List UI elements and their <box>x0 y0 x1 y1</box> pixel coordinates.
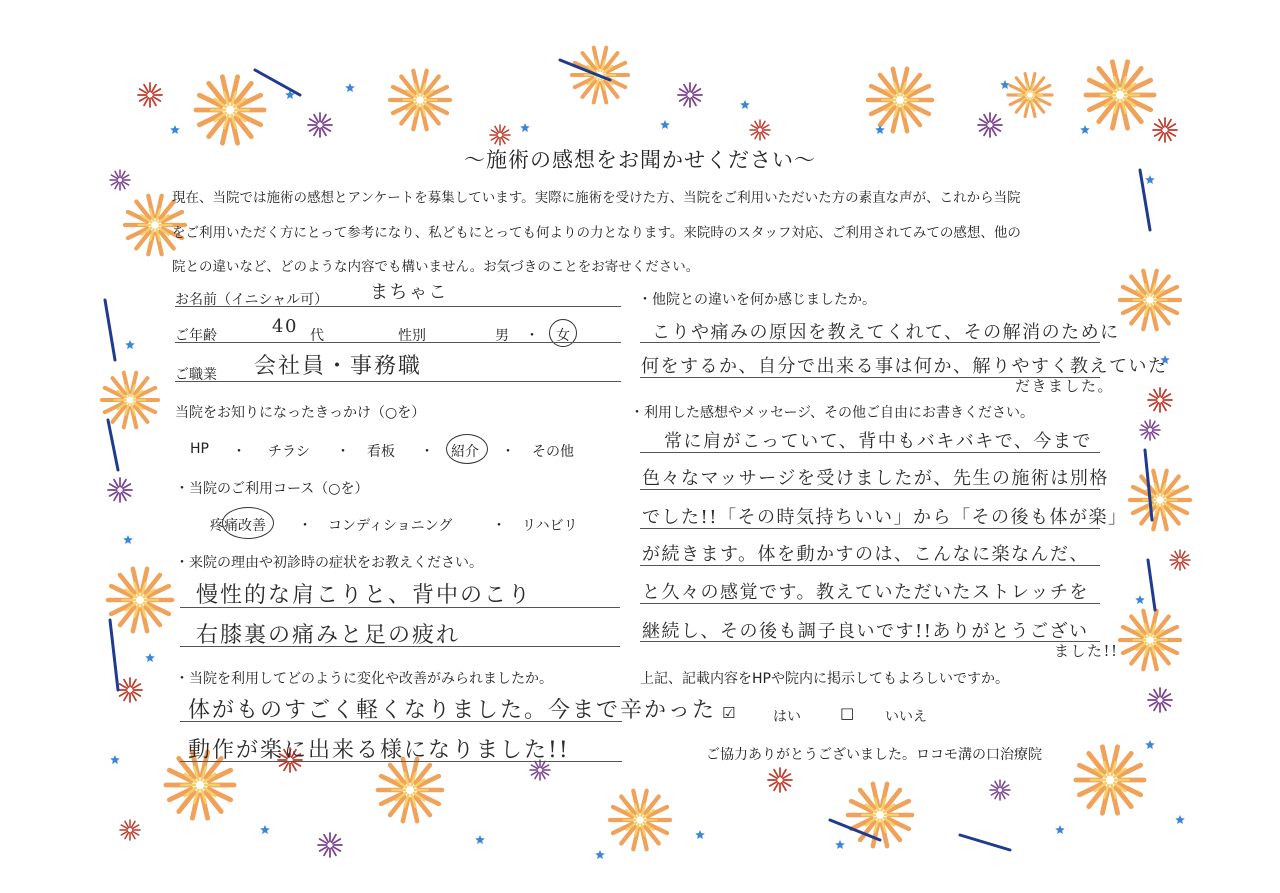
change-question: ・当院を利用してどのように変化や改善がみられましたか。 <box>175 671 553 687</box>
firework-orange <box>1130 471 1190 529</box>
firework-yellow <box>1101 77 1138 113</box>
star-icon <box>145 653 155 662</box>
firework-yellow <box>404 84 437 115</box>
star-icon <box>1000 80 1010 89</box>
course-option-pain[interactable]: 疼痛改善 <box>210 518 266 534</box>
course-option-rehab[interactable]: リハビリ <box>522 518 578 534</box>
firework-small <box>120 820 140 840</box>
firework-small <box>990 780 1010 800</box>
star-icon <box>1145 175 1155 184</box>
firework-small <box>108 478 132 502</box>
diff-answer-2[interactable]: 何をするか、自分で出来る事は何か、解りやすく教えていた <box>641 356 1168 377</box>
msg-answer-3[interactable]: でした!!「その時気持ちいい」から「その後も体が楽」 <box>642 507 1128 528</box>
firework-yellow <box>139 209 172 240</box>
firework-orange <box>848 784 912 846</box>
job-underline <box>175 381 621 382</box>
firework-small <box>1153 118 1177 142</box>
age-suffix: 代 <box>310 328 324 344</box>
diff-question: ・他院との違いを何か感じましたか。 <box>638 292 876 308</box>
firework-yellow <box>181 767 218 803</box>
no-checkbox[interactable]: □ <box>840 704 855 722</box>
diff-answer-1[interactable]: こりや痛みの原因を教えてくれて、その解消のために <box>652 322 1120 343</box>
firework-small <box>1170 550 1190 570</box>
star-icon <box>1080 125 1090 134</box>
firework-small <box>678 83 702 107</box>
star-icon <box>1145 740 1155 749</box>
intro-line-1: 現在、当院では施術の感想とアンケートを募集しています。実際に施術を受けた方、当院をご利用いただいた方の素直な声が、これから当院 <box>172 190 1021 206</box>
star-icon <box>110 755 120 764</box>
star-icon <box>1175 815 1185 824</box>
source-option-flyer[interactable]: チラシ <box>268 444 310 460</box>
intro-line-3: 院との違いなど、どのような内容でも構いません。お気づきのことをお寄せください。 <box>172 259 700 275</box>
reason-answer-1[interactable]: 慢性的な肩こりと、背中のこり <box>196 583 533 608</box>
firework-orange <box>610 791 670 849</box>
firework-small <box>138 83 162 107</box>
yes-checkbox[interactable]: ☑ <box>722 704 736 722</box>
msg-answer-4[interactable]: が続きます。体を動かすのは、こんなに楽なんだ、 <box>642 544 1090 565</box>
star-icon <box>260 825 270 834</box>
gender-separator: ・ <box>525 328 539 344</box>
firework-yellow <box>392 773 427 806</box>
firework-small <box>1148 388 1172 412</box>
age-label: ご年齢 <box>175 328 217 344</box>
course-selected-circle <box>222 507 274 539</box>
firework-orange <box>102 373 158 428</box>
age-underline <box>175 342 621 343</box>
firework-small <box>768 768 792 792</box>
firework-yellow <box>624 804 657 835</box>
source-selected-circle <box>446 434 488 464</box>
firework-yellow <box>1134 284 1167 315</box>
msg-question: ・利用した感想やメッセージ、その他ご自由にお書きください。 <box>630 405 1035 421</box>
streak-line <box>1148 560 1155 610</box>
name-label: お名前（イニシャル可） <box>175 292 329 308</box>
msg-answer-6[interactable]: 継続し、その後も調子良いです!!ありがとうござい <box>642 621 1089 642</box>
star-icon <box>520 123 530 132</box>
firework-orange <box>1076 747 1144 813</box>
firework-small <box>318 833 342 857</box>
firework-yellow <box>1018 83 1042 106</box>
firework-small <box>118 678 142 702</box>
course-question: ・当院のご利用コース（○を） <box>175 481 369 497</box>
firework-small <box>1148 688 1172 712</box>
firework-small <box>308 113 332 137</box>
firework-small <box>978 113 1002 137</box>
source-option-hp[interactable]: HP <box>190 441 209 457</box>
reason-answer-2[interactable]: 右膝裏の痛みと足の疲れ <box>196 623 461 648</box>
gender-female[interactable]: 女 <box>556 328 570 344</box>
thanks-footer: ご協力ありがとうございました。ロコモ溝の口治療院 <box>706 747 1042 763</box>
job-value[interactable]: 会社員・事務職 <box>254 354 423 379</box>
firework-yellow <box>122 583 157 616</box>
star-icon <box>595 850 605 859</box>
firework-small <box>490 125 510 145</box>
msg-answer-5[interactable]: と久々の感覚です。教えていただいたストレッチを <box>642 582 1089 603</box>
star-icon <box>875 125 885 134</box>
course-option-conditioning[interactable]: コンディショニング <box>328 518 453 534</box>
firework-orange <box>378 759 442 821</box>
firework-orange <box>868 69 932 131</box>
gender-label: 性別 <box>398 328 426 344</box>
name-value[interactable]: まちゃこ <box>370 282 448 303</box>
diff-answer-3[interactable]: だきました。 <box>1015 377 1115 395</box>
source-question: 当院をお知りになったきっかけ（○を） <box>175 405 426 421</box>
source-option-other[interactable]: その他 <box>532 444 574 460</box>
star-icon <box>740 100 750 109</box>
star-icon <box>1055 825 1065 834</box>
source-option-referral[interactable]: 紹介 <box>451 444 479 460</box>
streak-line <box>110 620 118 690</box>
msg-answer-2[interactable]: 色々なマッサージを受けましたが、先生の施術は別格 <box>642 468 1109 489</box>
star-icon <box>695 830 705 839</box>
star-icon <box>123 535 133 544</box>
star-icon <box>125 340 135 349</box>
firework-yellow <box>882 83 917 116</box>
reason-question: ・来院の理由や初診時の症状をお教えください。 <box>175 555 483 571</box>
star-icon <box>1135 595 1145 604</box>
streak-line <box>105 300 115 360</box>
firework-yellow <box>211 92 248 128</box>
star-icon <box>835 840 845 849</box>
firework-small <box>1140 420 1160 440</box>
intro-line-2: をご利用いただく方にとって参考になり、私どもにとっても何よりの力となります。来院時のスタッフ対応、ご利用されてみての感想、他の <box>172 225 1021 241</box>
star-icon <box>345 83 355 92</box>
streak-line <box>255 70 300 95</box>
star-icon <box>660 120 670 129</box>
job-label: ご職業 <box>175 367 217 383</box>
no-label: いいえ <box>885 709 927 725</box>
msg-answer-1[interactable]: 常に肩がこっていて、背中もバキバキで、今まで <box>664 431 1092 452</box>
change-answer-1[interactable]: 体がものすごく軽くなりました。今まで辛かった <box>188 698 717 723</box>
msg-answer-7[interactable]: ました!! <box>1054 642 1119 660</box>
firework-yellow <box>862 798 897 831</box>
firework-orange <box>390 71 450 129</box>
firework-yellow <box>115 385 146 414</box>
firework-orange <box>1120 611 1180 669</box>
name-underline <box>175 306 621 307</box>
star-icon <box>170 125 180 134</box>
firework-orange <box>196 77 264 143</box>
change-answer-2[interactable]: 動作が楽に出来る様になりました!! <box>188 738 570 763</box>
firework-yellow <box>1134 624 1167 655</box>
consent-question: 上記、記載内容をHPや院内に掲示してもよろしいですか。 <box>640 671 1009 687</box>
firework-orange <box>1120 271 1180 329</box>
streak-line <box>960 835 1010 850</box>
yes-label: はい <box>773 709 801 725</box>
firework-orange <box>108 569 172 631</box>
firework-orange <box>1008 74 1052 117</box>
streak-line <box>108 420 118 470</box>
firework-yellow <box>1091 762 1128 798</box>
source-option-signboard[interactable]: 看板 <box>367 444 395 460</box>
page-title: 〜施術の感想をお聞かせください〜 <box>464 148 816 172</box>
gender-male[interactable]: 男 <box>495 328 509 344</box>
firework-small <box>750 120 770 140</box>
star-icon <box>475 835 485 844</box>
age-value[interactable]: 40 <box>272 316 298 337</box>
firework-orange <box>1086 62 1154 128</box>
